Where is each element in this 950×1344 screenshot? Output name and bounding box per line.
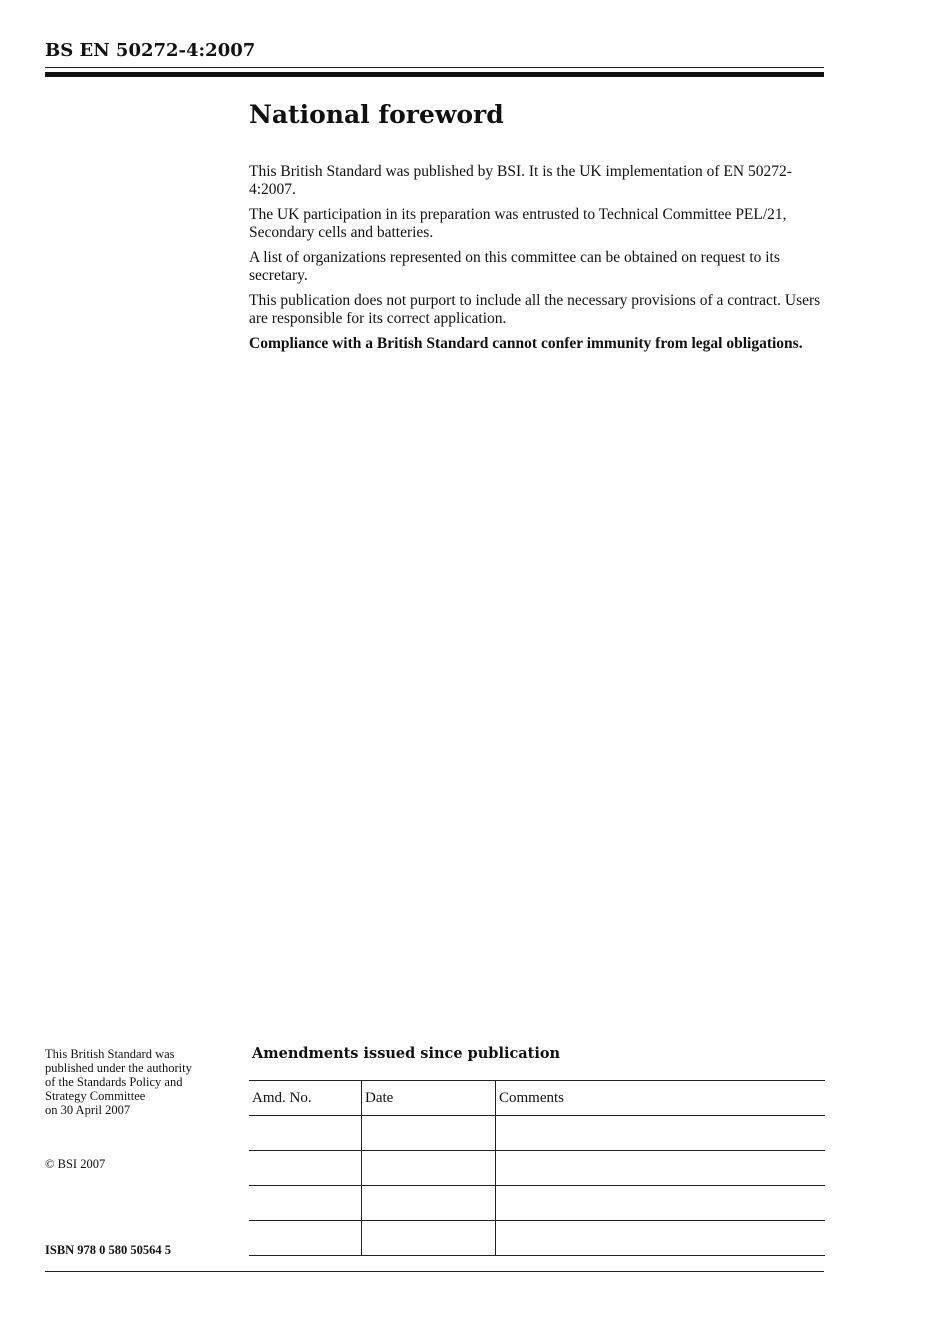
foreword-paragraph: A list of organizations represented on this committee can be obtained on request to its secretary.: [249, 249, 780, 284]
footer-rule: [45, 1271, 824, 1272]
column-header-date: Date: [362, 1081, 496, 1116]
table-row: [249, 1221, 825, 1256]
publication-note-line: This British Standard was: [45, 1047, 175, 1061]
copyright-notice: © BSI 2007: [45, 1157, 106, 1171]
document-code: BS EN 50272-4:2007: [45, 40, 256, 61]
table-cell: [362, 1186, 496, 1221]
page-title: National foreword: [249, 100, 504, 129]
foreword-paragraph: The UK participation in its preparation was entrusted to Technical Committee PEL/21, Secondary cells and batteries.: [249, 206, 787, 241]
table-row: [249, 1151, 825, 1186]
table-cell: [496, 1151, 826, 1186]
table-cell: [249, 1186, 362, 1221]
table-row: [249, 1116, 825, 1151]
table-cell: [362, 1116, 496, 1151]
table-cell: [249, 1116, 362, 1151]
table-cell: [496, 1186, 826, 1221]
table-cell: [362, 1221, 496, 1256]
publication-note-line: Strategy Committee: [45, 1089, 146, 1103]
table-header-row: [249, 1081, 825, 1116]
publication-note: [45, 1047, 235, 1117]
publication-note-line: published under the authority: [45, 1061, 192, 1075]
column-header-comments: Comments: [496, 1081, 826, 1116]
table-cell: [496, 1116, 826, 1151]
publication-note-line: on 30 April 2007: [45, 1103, 131, 1117]
foreword-paragraph: This British Standard was published by BSI. It is the UK implementation of EN 50272-4:2007.: [249, 163, 792, 198]
publication-note-line: of the Standards Policy and: [45, 1075, 183, 1089]
table-row: [249, 1186, 825, 1221]
foreword-body: [249, 163, 829, 361]
table-cell: [496, 1221, 826, 1256]
table-cell: [249, 1151, 362, 1186]
compliance-note: Compliance with a British Standard cannot confer immunity from legal obligations.: [249, 335, 803, 352]
header-rule-thin: [45, 67, 824, 68]
table-cell: [249, 1221, 362, 1256]
amendments-title: Amendments issued since publication: [252, 1045, 561, 1062]
header-rule-thick: [45, 72, 824, 77]
foreword-paragraph: This publication does not purport to include all the necessary provisions of a contract. Users are responsible for its correct application.: [249, 292, 821, 327]
table-cell: [362, 1151, 496, 1186]
column-header-amd-no: Amd. No.: [249, 1081, 362, 1116]
isbn: ISBN 978 0 580 50564 5: [45, 1243, 172, 1257]
amendments-table: [249, 1080, 825, 1256]
